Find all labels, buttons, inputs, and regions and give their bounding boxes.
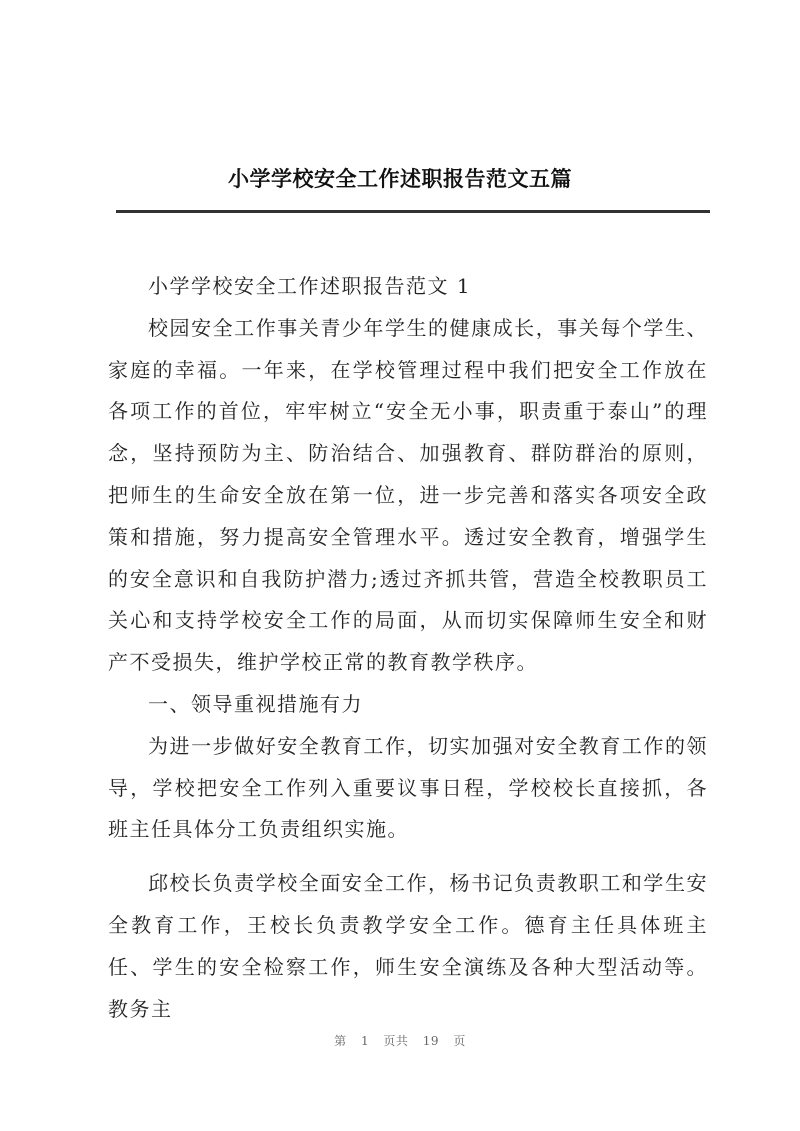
body-paragraph: 邱校长负责学校全面安全工作，杨书记负责教职工和学生安全教育工作，王校长负责教学安全工作。德育主任具体班主任、学生的安全检察工作，师生安全演练及各种大型活动等。教务主 bbox=[108, 871, 708, 1021]
body-paragraph: 校园安全工作事关青少年学生的健康成长，事关每个学生、家庭的幸福。一年来，在学校管理过程中我们把安全工作放在各项工作的首位，牢牢树立“安全无小事，职责重于泰山”的理念，坚持预防为主、防治结合、加强教育、群防群治的原则，把师生的生命安全放在第一位，进一步完善和落实各项安全政策和措施，努力提高安全管理水平。透过安全教育，增强学生的安全意识和自我防护潜力;透过齐抓共管，营造全校教职员工关心和支持学校安全工作的局面，从而切实保障师生安全和财产不受损失，维护学校正常的教育教学秩序。 bbox=[108, 315, 708, 675]
footer-suffix: 页 bbox=[453, 1034, 466, 1048]
footer-total-pages: 19 bbox=[422, 1034, 440, 1048]
footer-middle: 页共 bbox=[383, 1034, 409, 1048]
footer-current-page: 1 bbox=[360, 1034, 370, 1048]
page-title: 小学学校安全工作述职报告范文五篇 bbox=[228, 166, 572, 191]
title-divider bbox=[116, 210, 710, 213]
subsection-heading: 一、领导重视措施有力 bbox=[148, 691, 363, 716]
page-footer bbox=[0, 1032, 800, 1049]
section-heading: 小学学校安全工作述职报告范文 1 bbox=[148, 274, 472, 298]
document-body bbox=[108, 266, 708, 1030]
body-paragraph: 为进一步做好安全教育工作，切实加强对安全教育工作的领导，学校把安全工作列入重要议事日程，学校校长直接抓，各班主任具体分工负责组织实施。 bbox=[108, 733, 708, 842]
footer-prefix: 第 bbox=[334, 1034, 347, 1048]
